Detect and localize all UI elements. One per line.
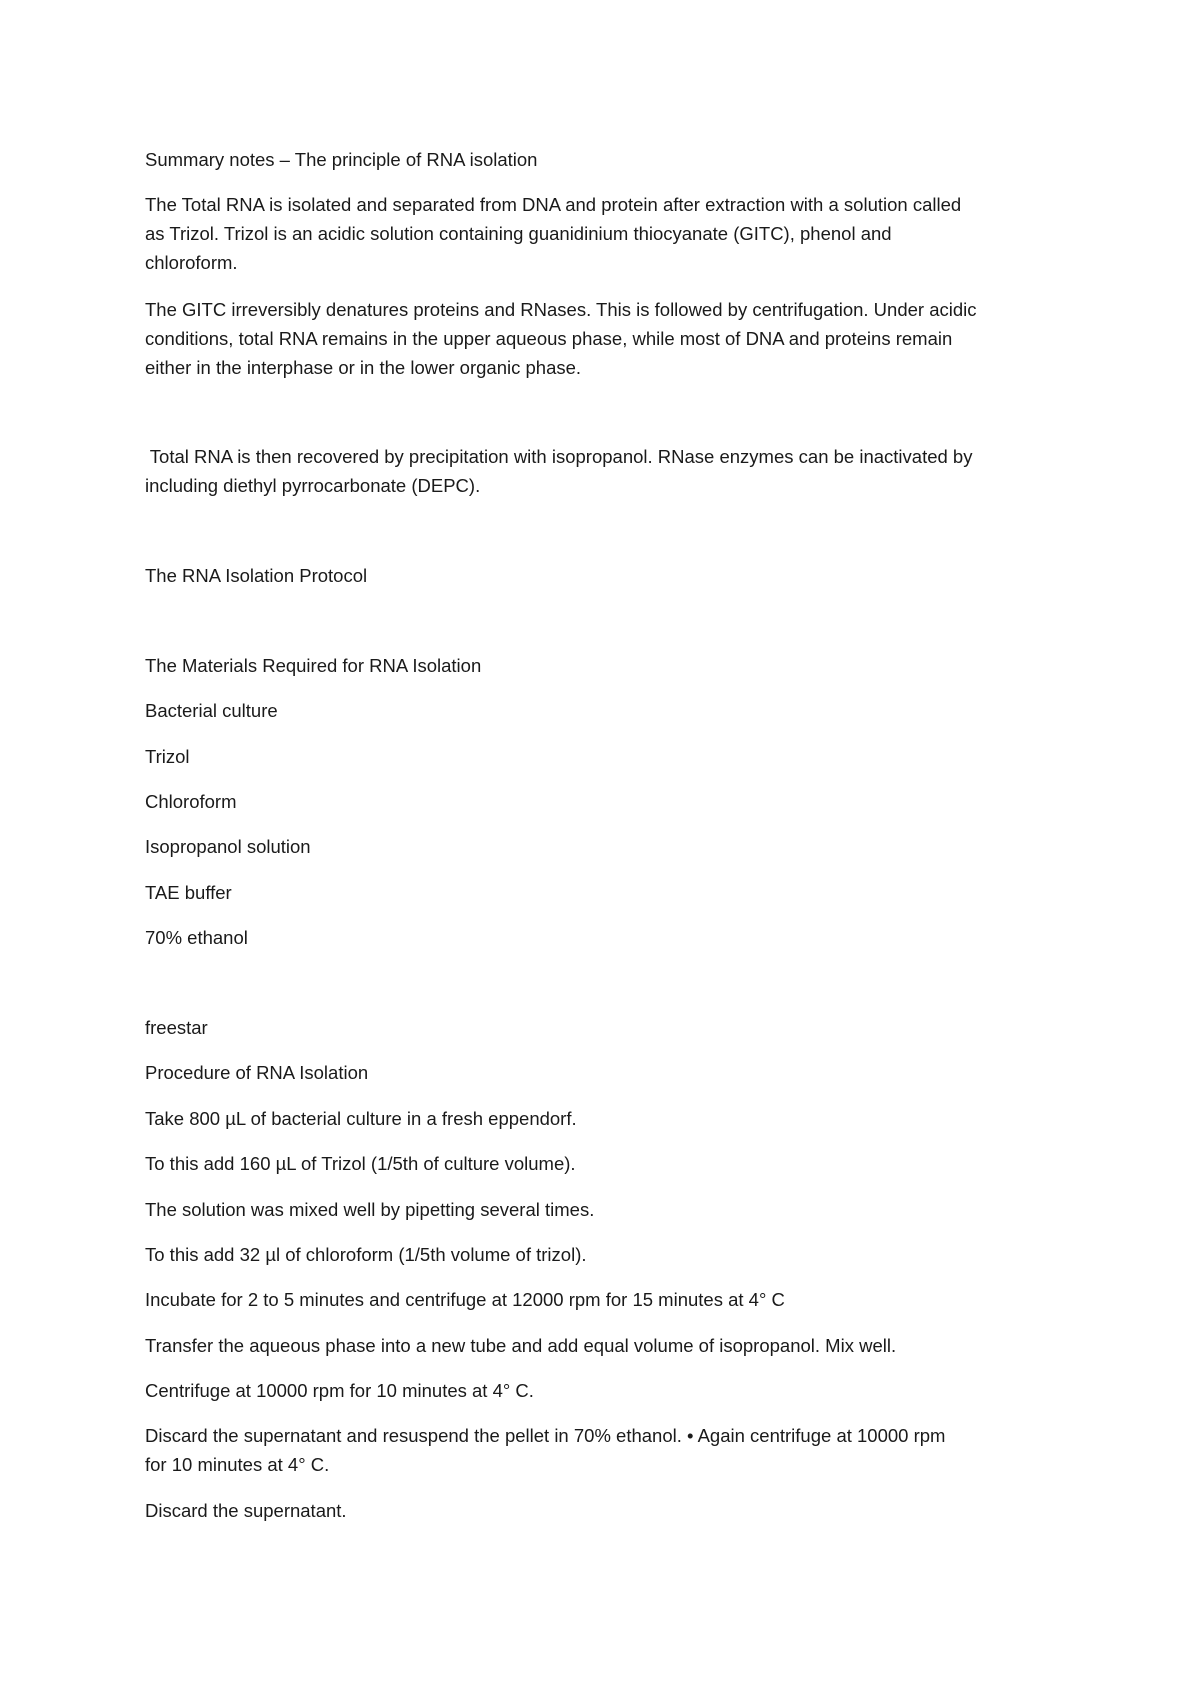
procedure-step: To this add 160 µL of Trizol (1/5th of culture volume). <box>145 1153 576 1174</box>
para1-line2: as Trizol. Trizol is an acidic solution containing guanidinium thiocyanate (GITC), phenol and <box>145 223 892 244</box>
para3-line2: including diethyl pyrrocarbonate (DEPC). <box>145 475 481 496</box>
material-item: TAE buffer <box>145 882 232 903</box>
procedure-step: Take 800 µL of bacterial culture in a fresh eppendorf. <box>145 1108 577 1129</box>
material-item: Isopropanol solution <box>145 836 311 857</box>
procedure-step: Transfer the aqueous phase into a new tube and add equal volume of isopropanol. Mix well. <box>145 1335 897 1356</box>
materials-heading: The Materials Required for RNA Isolation <box>145 655 482 676</box>
material-item: Chloroform <box>145 791 237 812</box>
procedure-step: Centrifuge at 10000 rpm for 10 minutes at 4° C. <box>145 1380 534 1401</box>
procedure-step: The solution was mixed well by pipetting several times. <box>145 1199 595 1220</box>
protocol-heading: The RNA Isolation Protocol <box>145 565 368 586</box>
material-item: 70% ethanol <box>145 927 248 948</box>
para1-line3: chloroform. <box>145 252 238 273</box>
para3-line1: Total RNA is then recovered by precipitation with isopropanol. RNase enzymes can be inactivated by <box>145 446 973 467</box>
para2-line2: conditions, total RNA remains in the upper aqueous phase, while most of DNA and proteins remain <box>145 328 953 349</box>
summary-title: Summary notes – The principle of RNA isolation <box>145 149 538 170</box>
para2-line3: either in the interphase or in the lower organic phase. <box>145 357 582 378</box>
procedure-step: Incubate for 2 to 5 minutes and centrifuge at 12000 rpm for 15 minutes at 4° C <box>145 1289 785 1310</box>
procedure-heading: Procedure of RNA Isolation <box>145 1062 369 1083</box>
material-item: Trizol <box>145 746 190 767</box>
procedure-step: for 10 minutes at 4° C. <box>145 1454 330 1475</box>
para1-line1: The Total RNA is isolated and separated from DNA and protein after extraction with a solution called <box>145 194 962 215</box>
material-item: Bacterial culture <box>145 700 278 721</box>
para2-line1: The GITC irreversibly denatures proteins and RNases. This is followed by centrifugation. Under acidic <box>145 299 977 320</box>
procedure-step: To this add 32 µl of chloroform (1/5th volume of trizol). <box>145 1244 587 1265</box>
procedure-step: Discard the supernatant. <box>145 1500 347 1521</box>
procedure-step: Discard the supernatant and resuspend the pellet in 70% ethanol. • Again centrifuge at 10000 rpm <box>145 1425 946 1446</box>
freestar-text: freestar <box>145 1017 208 1038</box>
